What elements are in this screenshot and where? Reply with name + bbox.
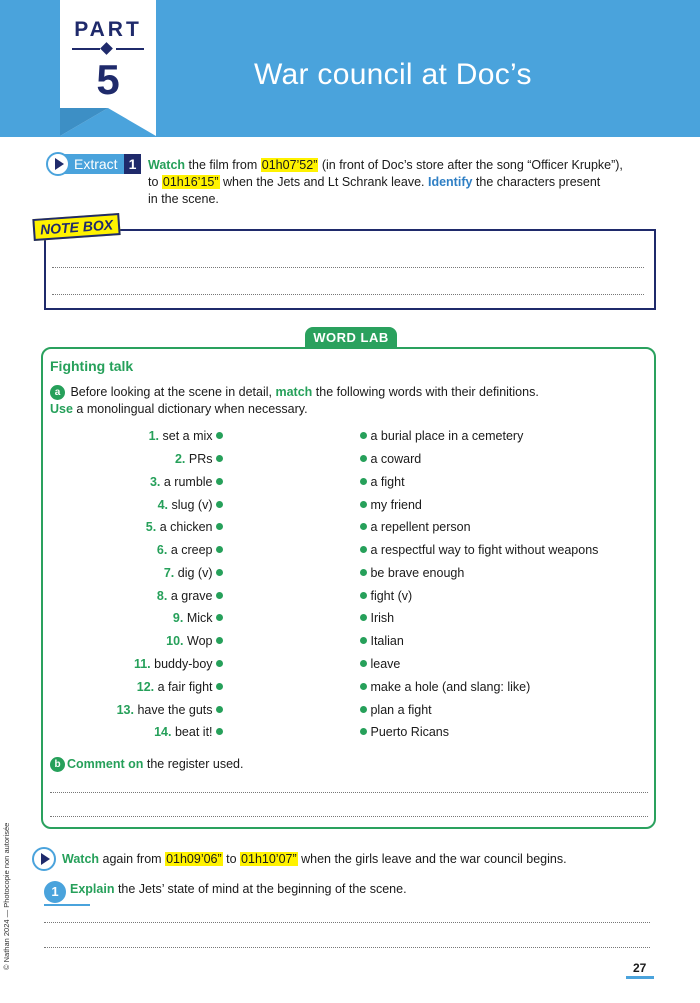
match-dot-icon[interactable] bbox=[216, 546, 223, 553]
text: Before looking at the scene in detail, bbox=[67, 385, 276, 399]
watch-again-row bbox=[32, 847, 567, 871]
word-item[interactable] bbox=[166, 633, 223, 650]
match-dot-icon[interactable] bbox=[216, 432, 223, 439]
word-number: 7. bbox=[163, 566, 175, 580]
word-item[interactable] bbox=[154, 724, 223, 741]
word-item[interactable] bbox=[146, 519, 223, 536]
word-text: set a mix bbox=[162, 429, 213, 443]
match-dot-icon[interactable] bbox=[216, 592, 223, 599]
match-row bbox=[0, 724, 700, 741]
match-dot-icon[interactable] bbox=[216, 478, 223, 485]
word-number: 4. bbox=[157, 498, 169, 512]
text: again from bbox=[99, 851, 166, 866]
word-number: 12. bbox=[136, 680, 155, 694]
part-label: PART bbox=[74, 18, 142, 41]
word-text: a chicken bbox=[159, 520, 213, 534]
match-dot-icon[interactable] bbox=[360, 569, 367, 576]
task-b-instructions bbox=[50, 756, 243, 773]
copyright-sidebar: © Nathan 2024 — Photocopie non autorisée bbox=[2, 822, 11, 970]
text: the film from bbox=[185, 158, 261, 172]
match-row bbox=[0, 588, 700, 605]
ribbon-divider-left bbox=[72, 48, 100, 50]
definition-item[interactable] bbox=[360, 519, 471, 536]
keyword-match: match bbox=[275, 385, 313, 399]
text: the characters present bbox=[472, 175, 601, 189]
match-dot-icon[interactable] bbox=[216, 501, 223, 508]
definition-text: a burial place in a cemetery bbox=[370, 429, 524, 443]
note-box[interactable] bbox=[44, 229, 656, 310]
word-item[interactable] bbox=[157, 542, 223, 559]
extract-label: Extract bbox=[60, 154, 124, 174]
word-text: buddy-boy bbox=[154, 657, 213, 671]
match-dot-icon[interactable] bbox=[216, 637, 223, 644]
match-dot-icon[interactable] bbox=[360, 592, 367, 599]
extract-line-1 bbox=[148, 157, 668, 174]
match-dot-icon[interactable] bbox=[360, 683, 367, 690]
match-row bbox=[0, 656, 700, 673]
word-item[interactable] bbox=[137, 679, 223, 696]
word-text: Wop bbox=[187, 634, 213, 648]
text: to bbox=[148, 175, 162, 189]
match-dot-icon[interactable] bbox=[360, 660, 367, 667]
definition-item[interactable] bbox=[360, 428, 523, 445]
page-number-bar bbox=[626, 976, 654, 979]
text: (in front of Doc’s store after the song “Officer Krupke”), bbox=[318, 158, 623, 172]
match-row bbox=[0, 474, 700, 491]
match-dot-icon[interactable] bbox=[360, 455, 367, 462]
keyword-watch: Watch bbox=[62, 851, 100, 866]
match-dot-icon[interactable] bbox=[360, 637, 367, 644]
definition-text: Puerto Ricans bbox=[370, 725, 449, 739]
ribbon-divider-right bbox=[116, 48, 144, 50]
text: the Jets’ state of mind at the beginning of the scene. bbox=[114, 882, 407, 896]
match-dot-icon[interactable] bbox=[216, 706, 223, 713]
match-dot-icon[interactable] bbox=[216, 569, 223, 576]
task-b-badge: b bbox=[50, 757, 65, 772]
match-dot-icon[interactable] bbox=[360, 728, 367, 735]
match-dot-icon[interactable] bbox=[216, 660, 223, 667]
match-row bbox=[0, 497, 700, 514]
word-item[interactable] bbox=[175, 451, 223, 468]
definition-item[interactable] bbox=[360, 724, 449, 741]
extract-instructions bbox=[148, 157, 668, 208]
match-row bbox=[0, 679, 700, 696]
word-text: a fair fight bbox=[157, 680, 213, 694]
word-item[interactable] bbox=[157, 588, 223, 605]
word-item[interactable] bbox=[134, 656, 223, 673]
word-text: a rumble bbox=[163, 475, 213, 489]
keyword-identify: Identify bbox=[427, 175, 473, 189]
question-underline bbox=[44, 904, 90, 906]
text: when the Jets and Lt Schrank leave. bbox=[219, 175, 428, 189]
match-dot-icon[interactable] bbox=[360, 478, 367, 485]
text: a monolingual dictionary when necessary. bbox=[72, 402, 308, 416]
task-a-instructions bbox=[50, 384, 650, 418]
word-item[interactable] bbox=[117, 702, 223, 719]
word-item[interactable] bbox=[149, 428, 223, 445]
word-number: 13. bbox=[116, 703, 134, 717]
match-row bbox=[0, 451, 700, 468]
match-dot-icon[interactable] bbox=[360, 546, 367, 553]
timecode: 01h07’52” bbox=[261, 158, 318, 172]
text: the register used. bbox=[143, 757, 244, 771]
writing-line[interactable] bbox=[44, 922, 650, 923]
word-number: 1. bbox=[148, 429, 160, 443]
match-dot-icon[interactable] bbox=[216, 728, 223, 735]
word-item[interactable] bbox=[173, 610, 223, 627]
definition-item[interactable] bbox=[360, 542, 598, 559]
word-number: 10. bbox=[166, 634, 184, 648]
writing-line[interactable] bbox=[44, 947, 650, 948]
word-item[interactable] bbox=[164, 565, 223, 582]
timecode: 01h16’15” bbox=[162, 175, 219, 189]
timecode: 01h10’07” bbox=[241, 851, 297, 866]
match-dot-icon[interactable] bbox=[360, 614, 367, 621]
word-number: 6. bbox=[156, 543, 168, 557]
definition-item[interactable] bbox=[360, 451, 421, 468]
definition-item[interactable] bbox=[360, 702, 432, 719]
word-number: 2. bbox=[174, 452, 186, 466]
definition-item[interactable] bbox=[360, 679, 530, 696]
keyword-explain: Explain bbox=[70, 882, 115, 896]
play-icon bbox=[46, 152, 70, 176]
word-text: slug (v) bbox=[171, 498, 213, 512]
match-dot-icon[interactable] bbox=[360, 523, 367, 530]
word-number: 5. bbox=[145, 520, 157, 534]
match-row bbox=[0, 633, 700, 650]
definition-text: a coward bbox=[370, 452, 422, 466]
definition-text: be brave enough bbox=[370, 566, 465, 580]
definition-text: my friend bbox=[370, 498, 422, 512]
word-text: PRs bbox=[188, 452, 213, 466]
task-a-line-2 bbox=[50, 401, 650, 418]
word-number: 11. bbox=[133, 657, 151, 671]
writing-line[interactable] bbox=[50, 816, 648, 817]
timecode: 01h09’06” bbox=[166, 851, 222, 866]
word-number: 14. bbox=[154, 725, 172, 739]
match-dot-icon[interactable] bbox=[216, 614, 223, 621]
writing-line[interactable] bbox=[52, 267, 644, 268]
match-row bbox=[0, 610, 700, 627]
extract-line-2 bbox=[148, 174, 668, 191]
watch-again-instructions bbox=[62, 851, 567, 868]
task-a-line-1 bbox=[50, 384, 650, 401]
word-text: a creep bbox=[170, 543, 213, 557]
definition-text: Irish bbox=[370, 611, 395, 625]
keyword-watch: Watch bbox=[148, 158, 186, 172]
definition-item[interactable] bbox=[360, 610, 394, 627]
definition-item[interactable] bbox=[360, 656, 400, 673]
definition-item[interactable] bbox=[360, 633, 404, 650]
word-text: Mick bbox=[186, 611, 213, 625]
definition-text: Italian bbox=[370, 634, 404, 648]
keyword-comment-on: Comment on bbox=[67, 757, 144, 771]
word-text: have the guts bbox=[137, 703, 213, 717]
match-dot-icon[interactable] bbox=[216, 455, 223, 462]
match-row bbox=[0, 519, 700, 536]
definition-text: leave bbox=[370, 657, 401, 671]
text: to bbox=[222, 851, 241, 866]
match-dot-icon[interactable] bbox=[360, 706, 367, 713]
definition-item[interactable] bbox=[360, 565, 464, 582]
extract-line-3: in the scene. bbox=[148, 192, 219, 206]
word-number: 8. bbox=[156, 589, 168, 603]
definition-text: plan a fight bbox=[370, 703, 432, 717]
match-row bbox=[0, 565, 700, 582]
word-lab-tab: WORD LAB bbox=[305, 327, 397, 348]
text: the following words with their definitions. bbox=[312, 385, 539, 399]
definition-text: a fight bbox=[370, 475, 405, 489]
word-text: beat it! bbox=[174, 725, 213, 739]
extract-badge bbox=[46, 153, 141, 175]
keyword-use: Use bbox=[50, 402, 73, 416]
match-dot-icon[interactable] bbox=[360, 432, 367, 439]
word-item[interactable] bbox=[158, 497, 223, 514]
definition-text: a respectful way to fight without weapons bbox=[370, 543, 599, 557]
definition-item[interactable] bbox=[360, 474, 405, 491]
question-1 bbox=[44, 881, 407, 903]
match-dot-icon[interactable] bbox=[216, 523, 223, 530]
word-number: 9. bbox=[172, 611, 184, 625]
extract-number: 1 bbox=[124, 154, 142, 174]
writing-line[interactable] bbox=[50, 792, 648, 793]
match-row bbox=[0, 702, 700, 719]
word-text: dig (v) bbox=[177, 566, 213, 580]
match-dot-icon[interactable] bbox=[360, 501, 367, 508]
match-row bbox=[0, 542, 700, 559]
task-a-badge: a bbox=[50, 385, 65, 400]
definition-text: fight (v) bbox=[370, 589, 413, 603]
play-icon bbox=[32, 847, 56, 871]
definition-text: make a hole (and slang: like) bbox=[370, 680, 531, 694]
word-item[interactable] bbox=[150, 474, 223, 491]
match-dot-icon[interactable] bbox=[216, 683, 223, 690]
definition-item[interactable] bbox=[360, 497, 422, 514]
word-text: a grave bbox=[170, 589, 213, 603]
section-subheading: Fighting talk bbox=[50, 358, 134, 374]
word-number: 3. bbox=[149, 475, 161, 489]
question-number-badge: 1 bbox=[44, 881, 66, 903]
text: when the girls leave and the war council begins. bbox=[297, 851, 567, 866]
page-title: War council at Doc’s bbox=[254, 58, 532, 91]
page-number: 27 bbox=[633, 961, 647, 975]
match-row bbox=[0, 428, 700, 445]
definition-text: a repellent person bbox=[370, 520, 471, 534]
note-box-label: NOTE BOX bbox=[32, 213, 120, 241]
definition-item[interactable] bbox=[360, 588, 412, 605]
writing-line[interactable] bbox=[52, 294, 644, 295]
part-number: 5 bbox=[96, 56, 120, 103]
